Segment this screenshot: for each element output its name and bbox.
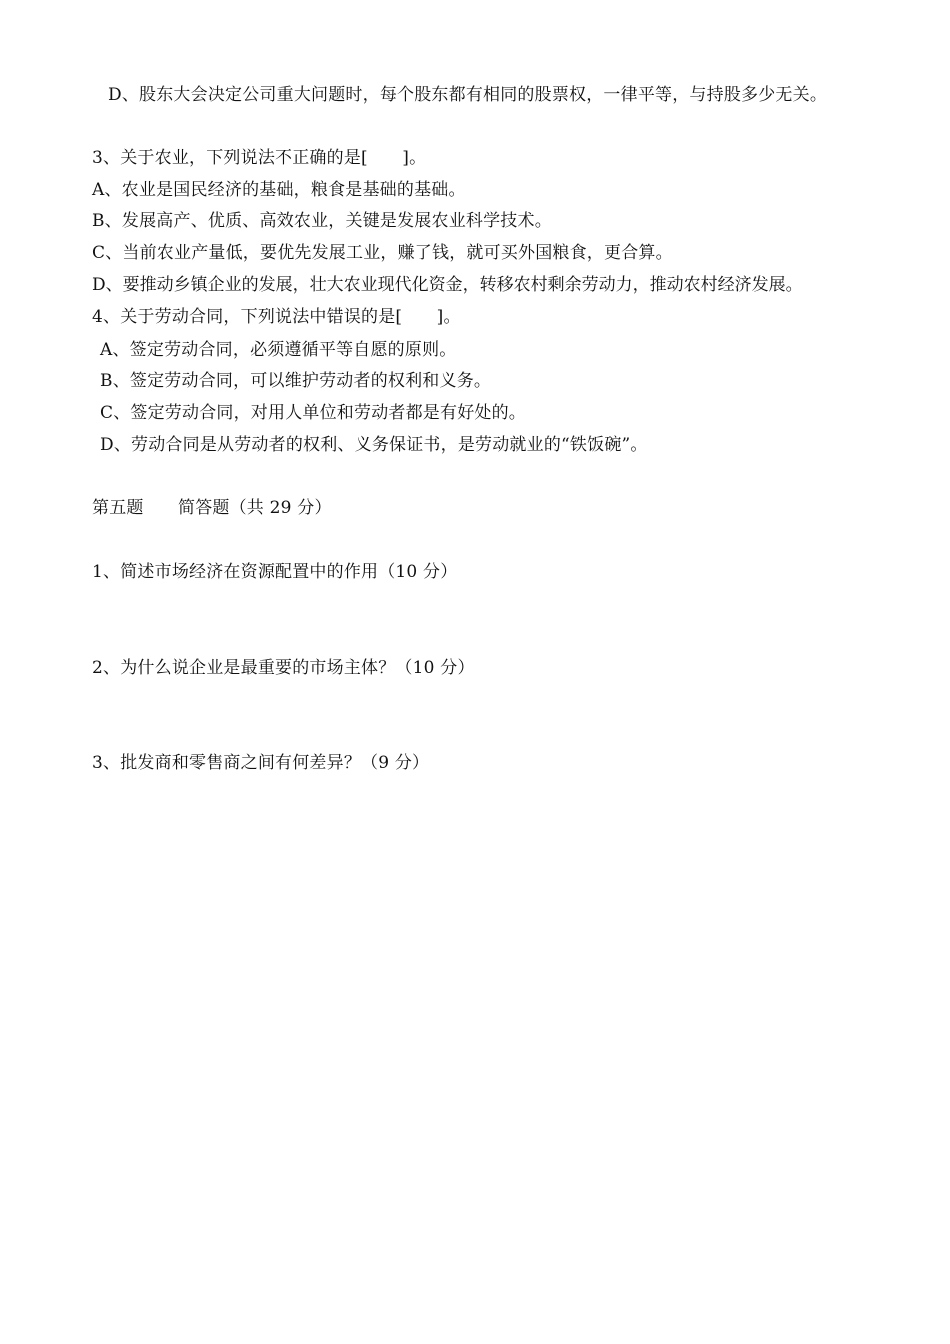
q3-option-c: C、当前农业产量低，要优先发展工业，赚了钱，就可买外国粮食，更合算。 xyxy=(92,243,673,263)
q4-option-c: C、签定劳动合同，对用人单位和劳动者都是有好处的。 xyxy=(100,403,527,423)
q4-option-b: B、签定劳动合同，可以维护劳动者的权利和义务。 xyxy=(100,371,492,391)
section-5-question-2: 2、为什么说企业是最重要的市场主体？（10 分） xyxy=(92,658,475,678)
q3-option-a: A、农业是国民经济的基础，粮食是基础的基础。 xyxy=(92,180,466,200)
q4-option-d: D、劳动合同是从劳动者的权利、义务保证书，是劳动就业的“铁饭碗”。 xyxy=(100,435,648,455)
section-5-question-1: 1、简述市场经济在资源配置中的作用（10 分） xyxy=(92,562,458,582)
q2-option-d: D、股东大会决定公司重大问题时，每个股东都有相同的股票权，一律平等，与持股多少无关。 xyxy=(108,85,828,105)
section-5-title: 第五题 简答题（共 29 分） xyxy=(92,498,332,518)
q4-stem: 4、关于劳动合同，下列说法中错误的是[ ]。 xyxy=(92,307,461,327)
q3-option-b: B、发展高产、优质、高效农业，关键是发展农业科学技术。 xyxy=(92,211,552,231)
q4-option-a: A、签定劳动合同，必须遵循平等自愿的原则。 xyxy=(100,340,457,360)
section-5-question-3: 3、批发商和零售商之间有何差异？（9 分） xyxy=(92,753,430,773)
q3-stem: 3、关于农业，下列说法不正确的是[ ]。 xyxy=(92,148,427,168)
q3-option-d: D、要推动乡镇企业的发展，壮大农业现代化资金，转移农村剩余劳动力，推动农村经济发展。 xyxy=(92,275,803,295)
